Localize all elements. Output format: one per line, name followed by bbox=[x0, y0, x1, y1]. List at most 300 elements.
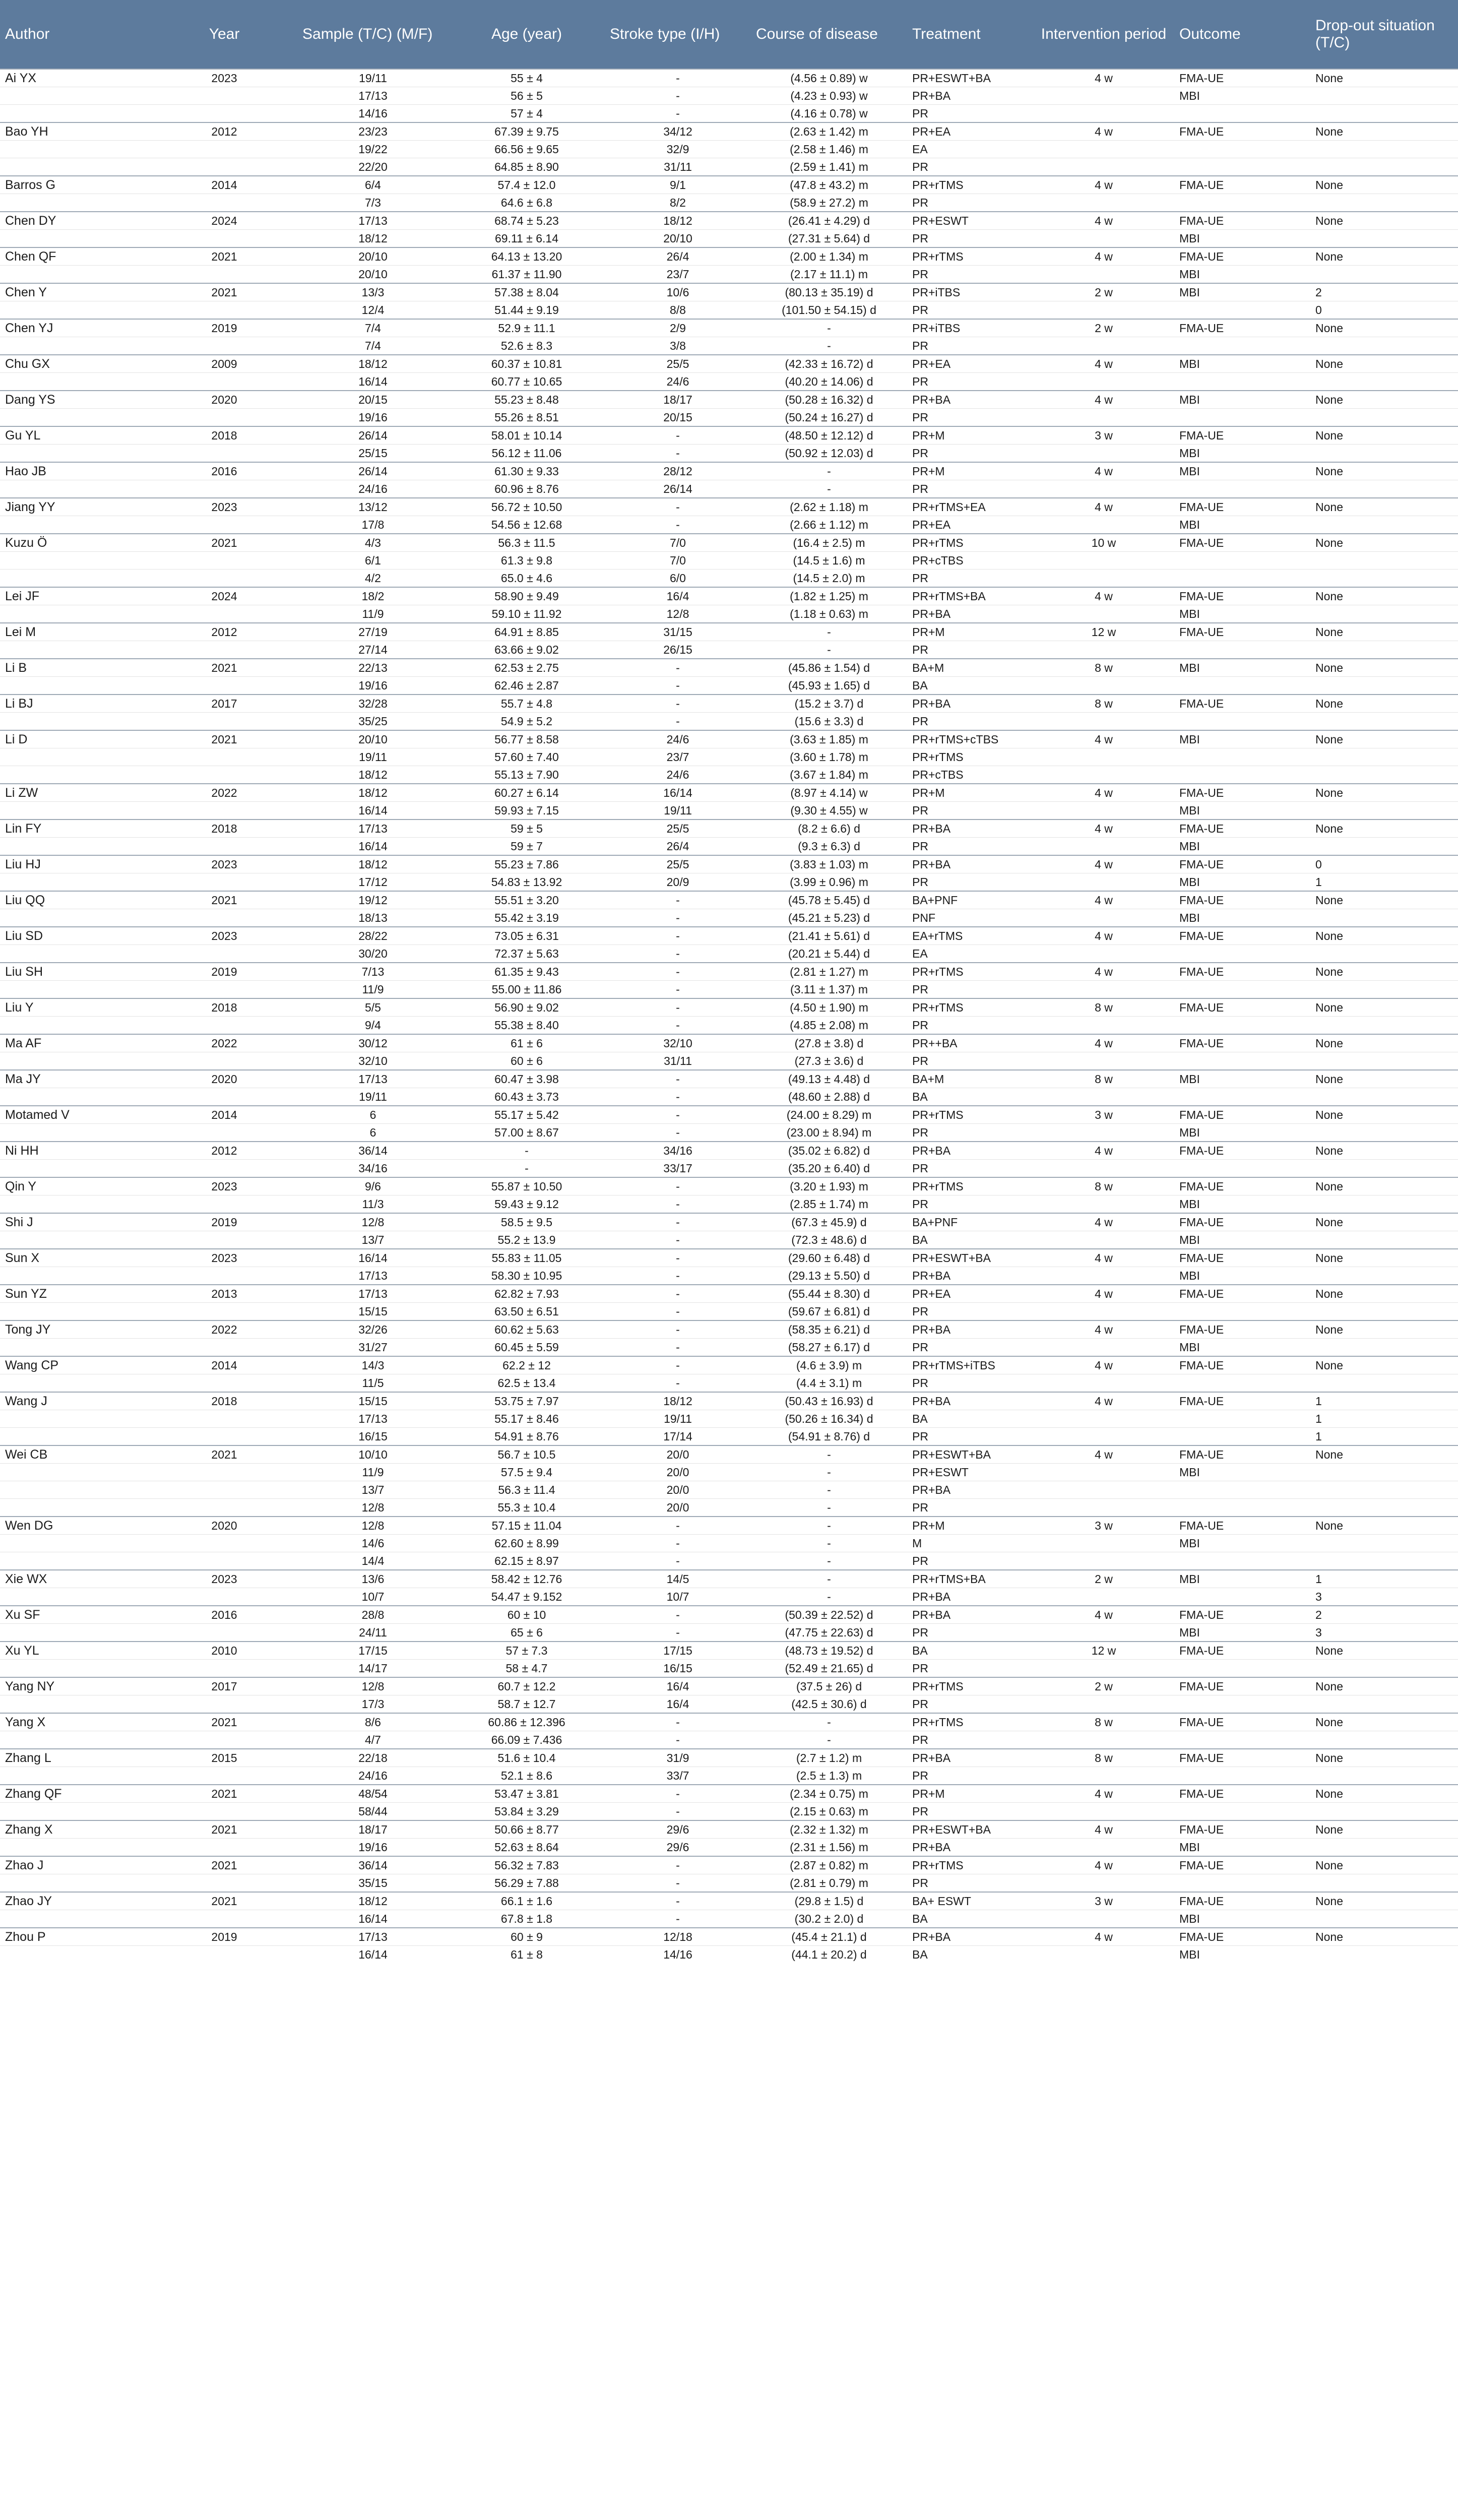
study-subrow bbox=[0, 480, 1458, 498]
treatment-cell: PR+rTMS+BA bbox=[907, 1570, 1033, 1588]
year-cell: 2021 bbox=[151, 891, 297, 909]
author-cell: Li BJ bbox=[0, 695, 151, 713]
course-cell: (50.39 ± 22.52) d bbox=[751, 1606, 907, 1624]
treatment-cell: PR bbox=[907, 1017, 1033, 1035]
period-cell bbox=[1033, 677, 1174, 695]
sample-cell: 15/15 bbox=[297, 1303, 449, 1321]
stroke-type-cell: - bbox=[605, 1535, 751, 1552]
sample-cell: 17/13 bbox=[297, 1070, 449, 1088]
study-subrow bbox=[0, 1588, 1458, 1606]
author-cell bbox=[0, 1410, 151, 1428]
dropout-cell: None bbox=[1310, 498, 1458, 516]
period-cell bbox=[1033, 1160, 1174, 1178]
outcome-cell bbox=[1174, 1017, 1310, 1035]
treatment-cell: PR bbox=[907, 641, 1033, 659]
period-cell: 8 w bbox=[1033, 695, 1174, 713]
course-cell: (35.20 ± 6.40) d bbox=[751, 1160, 907, 1178]
course-cell: (14.5 ± 1.6) m bbox=[751, 552, 907, 570]
period-cell: 4 w bbox=[1033, 355, 1174, 373]
period-cell: 4 w bbox=[1033, 1928, 1174, 1946]
treatment-cell: BA bbox=[907, 1642, 1033, 1660]
stroke-type-cell: 18/12 bbox=[605, 212, 751, 230]
period-cell: 12 w bbox=[1033, 1642, 1174, 1660]
treatment-cell: PR bbox=[907, 1767, 1033, 1785]
period-cell bbox=[1033, 1339, 1174, 1357]
period-cell: 4 w bbox=[1033, 69, 1174, 87]
author-cell bbox=[0, 873, 151, 892]
outcome-cell bbox=[1174, 748, 1310, 766]
period-cell: 4 w bbox=[1033, 963, 1174, 981]
stroke-type-cell: 31/15 bbox=[605, 623, 751, 641]
period-cell bbox=[1033, 981, 1174, 999]
dropout-cell bbox=[1310, 158, 1458, 176]
age-cell: 55.7 ± 4.8 bbox=[449, 695, 605, 713]
age-cell: 59 ± 7 bbox=[449, 838, 605, 856]
outcome-cell bbox=[1174, 1410, 1310, 1428]
outcome-cell: FMA-UE bbox=[1174, 1177, 1310, 1195]
treatment-cell: PR+EA bbox=[907, 1285, 1033, 1303]
year-cell bbox=[151, 945, 297, 963]
age-cell: 55.83 ± 11.05 bbox=[449, 1249, 605, 1267]
author-cell: Wang J bbox=[0, 1392, 151, 1410]
year-cell: 2019 bbox=[151, 1213, 297, 1231]
stroke-type-cell: - bbox=[605, 1213, 751, 1231]
age-cell: 51.6 ± 10.4 bbox=[449, 1749, 605, 1767]
sample-cell: 22/13 bbox=[297, 659, 449, 677]
author-cell bbox=[0, 1910, 151, 1928]
dropout-cell bbox=[1310, 1339, 1458, 1357]
outcome-cell bbox=[1174, 641, 1310, 659]
course-cell: (80.13 ± 35.19) d bbox=[751, 283, 907, 301]
age-cell: 60 ± 10 bbox=[449, 1606, 605, 1624]
author-cell: Barros G bbox=[0, 176, 151, 194]
period-cell bbox=[1033, 1303, 1174, 1321]
period-cell bbox=[1033, 1410, 1174, 1428]
age-cell: 54.56 ± 12.68 bbox=[449, 516, 605, 534]
course-cell: (16.4 ± 2.5) m bbox=[751, 534, 907, 552]
dropout-cell: None bbox=[1310, 1213, 1458, 1231]
period-cell: 8 w bbox=[1033, 659, 1174, 677]
treatment-cell: BA bbox=[907, 677, 1033, 695]
stroke-type-cell: - bbox=[605, 426, 751, 445]
author-cell: Yang NY bbox=[0, 1677, 151, 1695]
author-cell: Ma AF bbox=[0, 1034, 151, 1052]
dropout-cell bbox=[1310, 1303, 1458, 1321]
outcome-cell bbox=[1174, 1660, 1310, 1678]
dropout-cell: None bbox=[1310, 1749, 1458, 1767]
course-cell: (8.97 ± 4.14) w bbox=[751, 784, 907, 802]
dropout-cell: None bbox=[1310, 1713, 1458, 1731]
age-cell: 55.38 ± 8.40 bbox=[449, 1017, 605, 1035]
period-cell: 2 w bbox=[1033, 1570, 1174, 1588]
course-cell: (15.2 ± 3.7) d bbox=[751, 695, 907, 713]
outcome-cell: MBI bbox=[1174, 87, 1310, 105]
study-row bbox=[0, 1249, 1458, 1267]
author-cell bbox=[0, 838, 151, 856]
age-cell: 62.5 ± 13.4 bbox=[449, 1374, 605, 1393]
sample-cell: 13/12 bbox=[297, 498, 449, 516]
outcome-cell bbox=[1174, 1552, 1310, 1570]
year-cell: 2010 bbox=[151, 1642, 297, 1660]
treatment-cell: PR+BA bbox=[907, 1749, 1033, 1767]
sample-cell: 7/4 bbox=[297, 319, 449, 337]
sample-cell: 17/12 bbox=[297, 873, 449, 892]
study-row bbox=[0, 623, 1458, 641]
year-cell bbox=[151, 570, 297, 588]
course-cell: (2.31 ± 1.56) m bbox=[751, 1839, 907, 1857]
dropout-cell: None bbox=[1310, 176, 1458, 194]
dropout-cell: None bbox=[1310, 1320, 1458, 1339]
outcome-cell bbox=[1174, 301, 1310, 320]
year-cell: 2020 bbox=[151, 1517, 297, 1535]
dropout-cell bbox=[1310, 516, 1458, 534]
dropout-cell bbox=[1310, 373, 1458, 391]
age-cell: 60.96 ± 8.76 bbox=[449, 480, 605, 498]
treatment-cell: PR+iTBS bbox=[907, 319, 1033, 337]
dropout-cell bbox=[1310, 1874, 1458, 1893]
course-cell: (4.23 ± 0.93) w bbox=[751, 87, 907, 105]
year-cell: 2012 bbox=[151, 1142, 297, 1160]
study-row bbox=[0, 1785, 1458, 1803]
outcome-cell bbox=[1174, 158, 1310, 176]
sample-cell: 13/7 bbox=[297, 1231, 449, 1249]
treatment-cell: EA bbox=[907, 141, 1033, 158]
study-row bbox=[0, 963, 1458, 981]
sample-cell: 28/8 bbox=[297, 1606, 449, 1624]
stroke-type-cell: 8/8 bbox=[605, 301, 751, 320]
dropout-cell: None bbox=[1310, 1034, 1458, 1052]
age-cell: 62.53 ± 2.75 bbox=[449, 659, 605, 677]
period-cell bbox=[1033, 1052, 1174, 1070]
sample-cell: 30/12 bbox=[297, 1034, 449, 1052]
study-subrow bbox=[0, 1017, 1458, 1035]
stroke-type-cell: - bbox=[605, 1339, 751, 1357]
period-cell bbox=[1033, 1464, 1174, 1481]
period-cell bbox=[1033, 516, 1174, 534]
outcome-cell: MBI bbox=[1174, 659, 1310, 677]
treatment-cell: PR+cTBS bbox=[907, 766, 1033, 784]
treatment-cell: PR bbox=[907, 1624, 1033, 1642]
outcome-cell: MBI bbox=[1174, 1946, 1310, 1964]
study-row bbox=[0, 1106, 1458, 1124]
study-row bbox=[0, 891, 1458, 909]
header-outcome: Outcome bbox=[1174, 0, 1310, 69]
study-row bbox=[0, 498, 1458, 516]
study-subrow bbox=[0, 713, 1458, 731]
year-cell bbox=[151, 1267, 297, 1285]
outcome-cell: MBI bbox=[1174, 355, 1310, 373]
course-cell: - bbox=[751, 1552, 907, 1570]
course-cell: (9.30 ± 4.55) w bbox=[751, 802, 907, 820]
sample-cell: 7/3 bbox=[297, 194, 449, 212]
age-cell: 55.51 ± 3.20 bbox=[449, 891, 605, 909]
author-cell bbox=[0, 641, 151, 659]
year-cell bbox=[151, 266, 297, 284]
year-cell bbox=[151, 1052, 297, 1070]
author-cell: Shi J bbox=[0, 1213, 151, 1231]
course-cell: (2.7 ± 1.2) m bbox=[751, 1749, 907, 1767]
author-cell bbox=[0, 1464, 151, 1481]
sample-cell: 4/7 bbox=[297, 1731, 449, 1749]
course-cell: - bbox=[751, 462, 907, 480]
sample-cell: 17/8 bbox=[297, 516, 449, 534]
dropout-cell: None bbox=[1310, 1785, 1458, 1803]
age-cell: - bbox=[449, 1142, 605, 1160]
treatment-cell: PR+rTMS bbox=[907, 1106, 1033, 1124]
study-row bbox=[0, 462, 1458, 480]
year-cell: 2019 bbox=[151, 319, 297, 337]
age-cell: 56.3 ± 11.5 bbox=[449, 534, 605, 552]
study-subrow bbox=[0, 873, 1458, 892]
course-cell: (4.50 ± 1.90) m bbox=[751, 998, 907, 1017]
outcome-cell: FMA-UE bbox=[1174, 1356, 1310, 1374]
year-cell bbox=[151, 1588, 297, 1606]
author-cell bbox=[0, 945, 151, 963]
author-cell bbox=[0, 337, 151, 355]
year-cell bbox=[151, 1767, 297, 1785]
author-cell bbox=[0, 1303, 151, 1321]
period-cell bbox=[1033, 1695, 1174, 1714]
age-cell: 60.47 ± 3.98 bbox=[449, 1070, 605, 1088]
stroke-type-cell: 32/9 bbox=[605, 141, 751, 158]
year-cell bbox=[151, 1124, 297, 1142]
treatment-cell: PR+BA bbox=[907, 1839, 1033, 1857]
outcome-cell bbox=[1174, 105, 1310, 123]
treatment-cell: M bbox=[907, 1535, 1033, 1552]
sample-cell: 12/8 bbox=[297, 1677, 449, 1695]
period-cell bbox=[1033, 1231, 1174, 1249]
treatment-cell: PR+rTMS bbox=[907, 1677, 1033, 1695]
sample-cell: 24/11 bbox=[297, 1624, 449, 1642]
outcome-cell: FMA-UE bbox=[1174, 623, 1310, 641]
author-cell bbox=[0, 1946, 151, 1964]
dropout-cell: None bbox=[1310, 784, 1458, 802]
stroke-type-cell: - bbox=[605, 1124, 751, 1142]
course-cell: - bbox=[751, 1499, 907, 1517]
header-period: Intervention period bbox=[1033, 0, 1174, 69]
outcome-cell: FMA-UE bbox=[1174, 247, 1310, 266]
course-cell: (2.85 ± 1.74) m bbox=[751, 1195, 907, 1214]
sample-cell: 35/25 bbox=[297, 713, 449, 731]
stroke-type-cell: 10/7 bbox=[605, 1588, 751, 1606]
stroke-type-cell: - bbox=[605, 87, 751, 105]
course-cell: (27.31 ± 5.64) d bbox=[751, 230, 907, 248]
dropout-cell: None bbox=[1310, 587, 1458, 605]
dropout-cell: 1 bbox=[1310, 1428, 1458, 1446]
dropout-cell bbox=[1310, 766, 1458, 784]
study-subrow bbox=[0, 1088, 1458, 1106]
age-cell: 60.27 ± 6.14 bbox=[449, 784, 605, 802]
period-cell: 4 w bbox=[1033, 927, 1174, 945]
sample-cell: 17/13 bbox=[297, 212, 449, 230]
age-cell: 55.17 ± 8.46 bbox=[449, 1410, 605, 1428]
stroke-type-cell: 26/15 bbox=[605, 641, 751, 659]
treatment-cell: PR bbox=[907, 838, 1033, 856]
stroke-type-cell: - bbox=[605, 1606, 751, 1624]
stroke-type-cell: - bbox=[605, 659, 751, 677]
sample-cell: 14/4 bbox=[297, 1552, 449, 1570]
treatment-cell: EA bbox=[907, 945, 1033, 963]
stroke-type-cell: 26/4 bbox=[605, 838, 751, 856]
outcome-cell: FMA-UE bbox=[1174, 1820, 1310, 1839]
treatment-cell: PR+rTMS bbox=[907, 176, 1033, 194]
treatment-cell: PR bbox=[907, 570, 1033, 588]
stroke-type-cell: 31/9 bbox=[605, 1749, 751, 1767]
period-cell bbox=[1033, 1624, 1174, 1642]
study-subrow bbox=[0, 570, 1458, 588]
dropout-cell bbox=[1310, 713, 1458, 731]
dropout-cell bbox=[1310, 1088, 1458, 1106]
age-cell: 56.12 ± 11.06 bbox=[449, 445, 605, 463]
course-cell: (55.44 ± 8.30) d bbox=[751, 1285, 907, 1303]
age-cell: 63.50 ± 6.51 bbox=[449, 1303, 605, 1321]
treatment-cell: PR bbox=[907, 1552, 1033, 1570]
course-cell: (23.00 ± 8.94) m bbox=[751, 1124, 907, 1142]
period-cell bbox=[1033, 1195, 1174, 1214]
age-cell: 73.05 ± 6.31 bbox=[449, 927, 605, 945]
course-cell: (4.85 ± 2.08) m bbox=[751, 1017, 907, 1035]
treatment-cell: PR bbox=[907, 1160, 1033, 1178]
sample-cell: 36/14 bbox=[297, 1856, 449, 1874]
age-cell: 61 ± 8 bbox=[449, 1946, 605, 1964]
stroke-type-cell: 19/11 bbox=[605, 1410, 751, 1428]
period-cell: 3 w bbox=[1033, 426, 1174, 445]
age-cell: 57 ± 7.3 bbox=[449, 1642, 605, 1660]
study-row bbox=[0, 1677, 1458, 1695]
treatment-cell: PR bbox=[907, 873, 1033, 892]
course-cell: (35.02 ± 6.82) d bbox=[751, 1142, 907, 1160]
sample-cell: 11/9 bbox=[297, 1464, 449, 1481]
course-cell: - bbox=[751, 1570, 907, 1588]
study-subrow bbox=[0, 945, 1458, 963]
age-cell: 67.8 ± 1.8 bbox=[449, 1910, 605, 1928]
course-cell: (3.99 ± 0.96) m bbox=[751, 873, 907, 892]
dropout-cell: None bbox=[1310, 1517, 1458, 1535]
stroke-type-cell: - bbox=[605, 1624, 751, 1642]
year-cell bbox=[151, 677, 297, 695]
stroke-type-cell: 7/0 bbox=[605, 552, 751, 570]
dropout-cell bbox=[1310, 194, 1458, 212]
age-cell: 57.38 ± 8.04 bbox=[449, 283, 605, 301]
outcome-cell: MBI bbox=[1174, 909, 1310, 927]
outcome-cell bbox=[1174, 1428, 1310, 1446]
period-cell bbox=[1033, 445, 1174, 463]
period-cell bbox=[1033, 641, 1174, 659]
course-cell: (2.15 ± 0.63) m bbox=[751, 1803, 907, 1821]
sample-cell: 19/16 bbox=[297, 677, 449, 695]
dropout-cell: None bbox=[1310, 730, 1458, 748]
year-cell: 2021 bbox=[151, 1892, 297, 1910]
course-cell: (29.13 ± 5.50) d bbox=[751, 1267, 907, 1285]
study-subrow bbox=[0, 1428, 1458, 1446]
course-cell: (48.60 ± 2.88) d bbox=[751, 1088, 907, 1106]
treatment-cell: PR+M bbox=[907, 623, 1033, 641]
course-cell: (3.67 ± 1.84) m bbox=[751, 766, 907, 784]
sample-cell: 16/14 bbox=[297, 1249, 449, 1267]
year-cell: 2012 bbox=[151, 122, 297, 141]
sample-cell: 31/27 bbox=[297, 1339, 449, 1357]
sample-cell: 24/16 bbox=[297, 480, 449, 498]
author-cell: Wang CP bbox=[0, 1356, 151, 1374]
dropout-cell bbox=[1310, 409, 1458, 427]
course-cell: (8.2 ± 6.6) d bbox=[751, 820, 907, 838]
course-cell: (2.5 ± 1.3) m bbox=[751, 1767, 907, 1785]
stroke-type-cell: - bbox=[605, 713, 751, 731]
treatment-cell: BA bbox=[907, 1946, 1033, 1964]
author-cell bbox=[0, 1481, 151, 1499]
year-cell bbox=[151, 158, 297, 176]
sample-cell: 20/10 bbox=[297, 266, 449, 284]
study-subrow bbox=[0, 1535, 1458, 1552]
treatment-cell: PR+BA bbox=[907, 1481, 1033, 1499]
year-cell: 2021 bbox=[151, 247, 297, 266]
sample-cell: 6/4 bbox=[297, 176, 449, 194]
sample-cell: 15/15 bbox=[297, 1392, 449, 1410]
age-cell: 58.5 ± 9.5 bbox=[449, 1213, 605, 1231]
dropout-cell: None bbox=[1310, 1285, 1458, 1303]
stroke-type-cell: 10/6 bbox=[605, 283, 751, 301]
course-cell: (3.63 ± 1.85) m bbox=[751, 730, 907, 748]
course-cell: - bbox=[751, 1481, 907, 1499]
year-cell: 2017 bbox=[151, 695, 297, 713]
year-cell bbox=[151, 1481, 297, 1499]
dropout-cell bbox=[1310, 1017, 1458, 1035]
treatment-cell: PR+EA bbox=[907, 516, 1033, 534]
dropout-cell: None bbox=[1310, 623, 1458, 641]
period-cell bbox=[1033, 1374, 1174, 1393]
sample-cell: 22/20 bbox=[297, 158, 449, 176]
course-cell: (49.13 ± 4.48) d bbox=[751, 1070, 907, 1088]
stroke-type-cell: 24/6 bbox=[605, 373, 751, 391]
age-cell: 56.29 ± 7.88 bbox=[449, 1874, 605, 1893]
period-cell bbox=[1033, 1267, 1174, 1285]
year-cell bbox=[151, 1195, 297, 1214]
outcome-cell: MBI bbox=[1174, 516, 1310, 534]
dropout-cell: 0 bbox=[1310, 301, 1458, 320]
stroke-type-cell: 18/17 bbox=[605, 391, 751, 409]
period-cell bbox=[1033, 480, 1174, 498]
study-row bbox=[0, 1320, 1458, 1339]
dropout-cell bbox=[1310, 1767, 1458, 1785]
sample-cell: 6/1 bbox=[297, 552, 449, 570]
outcome-cell: FMA-UE bbox=[1174, 1856, 1310, 1874]
treatment-cell: PR bbox=[907, 1124, 1033, 1142]
year-cell: 2022 bbox=[151, 784, 297, 802]
year-cell: 2021 bbox=[151, 730, 297, 748]
study-row bbox=[0, 1177, 1458, 1195]
period-cell: 4 w bbox=[1033, 784, 1174, 802]
outcome-cell: FMA-UE bbox=[1174, 1320, 1310, 1339]
study-row bbox=[0, 1606, 1458, 1624]
outcome-cell: FMA-UE bbox=[1174, 587, 1310, 605]
period-cell bbox=[1033, 1124, 1174, 1142]
author-cell bbox=[0, 1052, 151, 1070]
outcome-cell: FMA-UE bbox=[1174, 1928, 1310, 1946]
dropout-cell bbox=[1310, 1231, 1458, 1249]
outcome-cell: MBI bbox=[1174, 1570, 1310, 1588]
stroke-type-cell: 14/5 bbox=[605, 1570, 751, 1588]
outcome-cell bbox=[1174, 1695, 1310, 1714]
author-cell: Li ZW bbox=[0, 784, 151, 802]
study-subrow bbox=[0, 373, 1458, 391]
stroke-type-cell: - bbox=[605, 1017, 751, 1035]
treatment-cell: PR+rTMS+BA bbox=[907, 587, 1033, 605]
period-cell: 4 w bbox=[1033, 587, 1174, 605]
period-cell: 4 w bbox=[1033, 1249, 1174, 1267]
course-cell: (40.20 ± 14.06) d bbox=[751, 373, 907, 391]
header-row bbox=[0, 0, 1458, 69]
author-cell bbox=[0, 1428, 151, 1446]
